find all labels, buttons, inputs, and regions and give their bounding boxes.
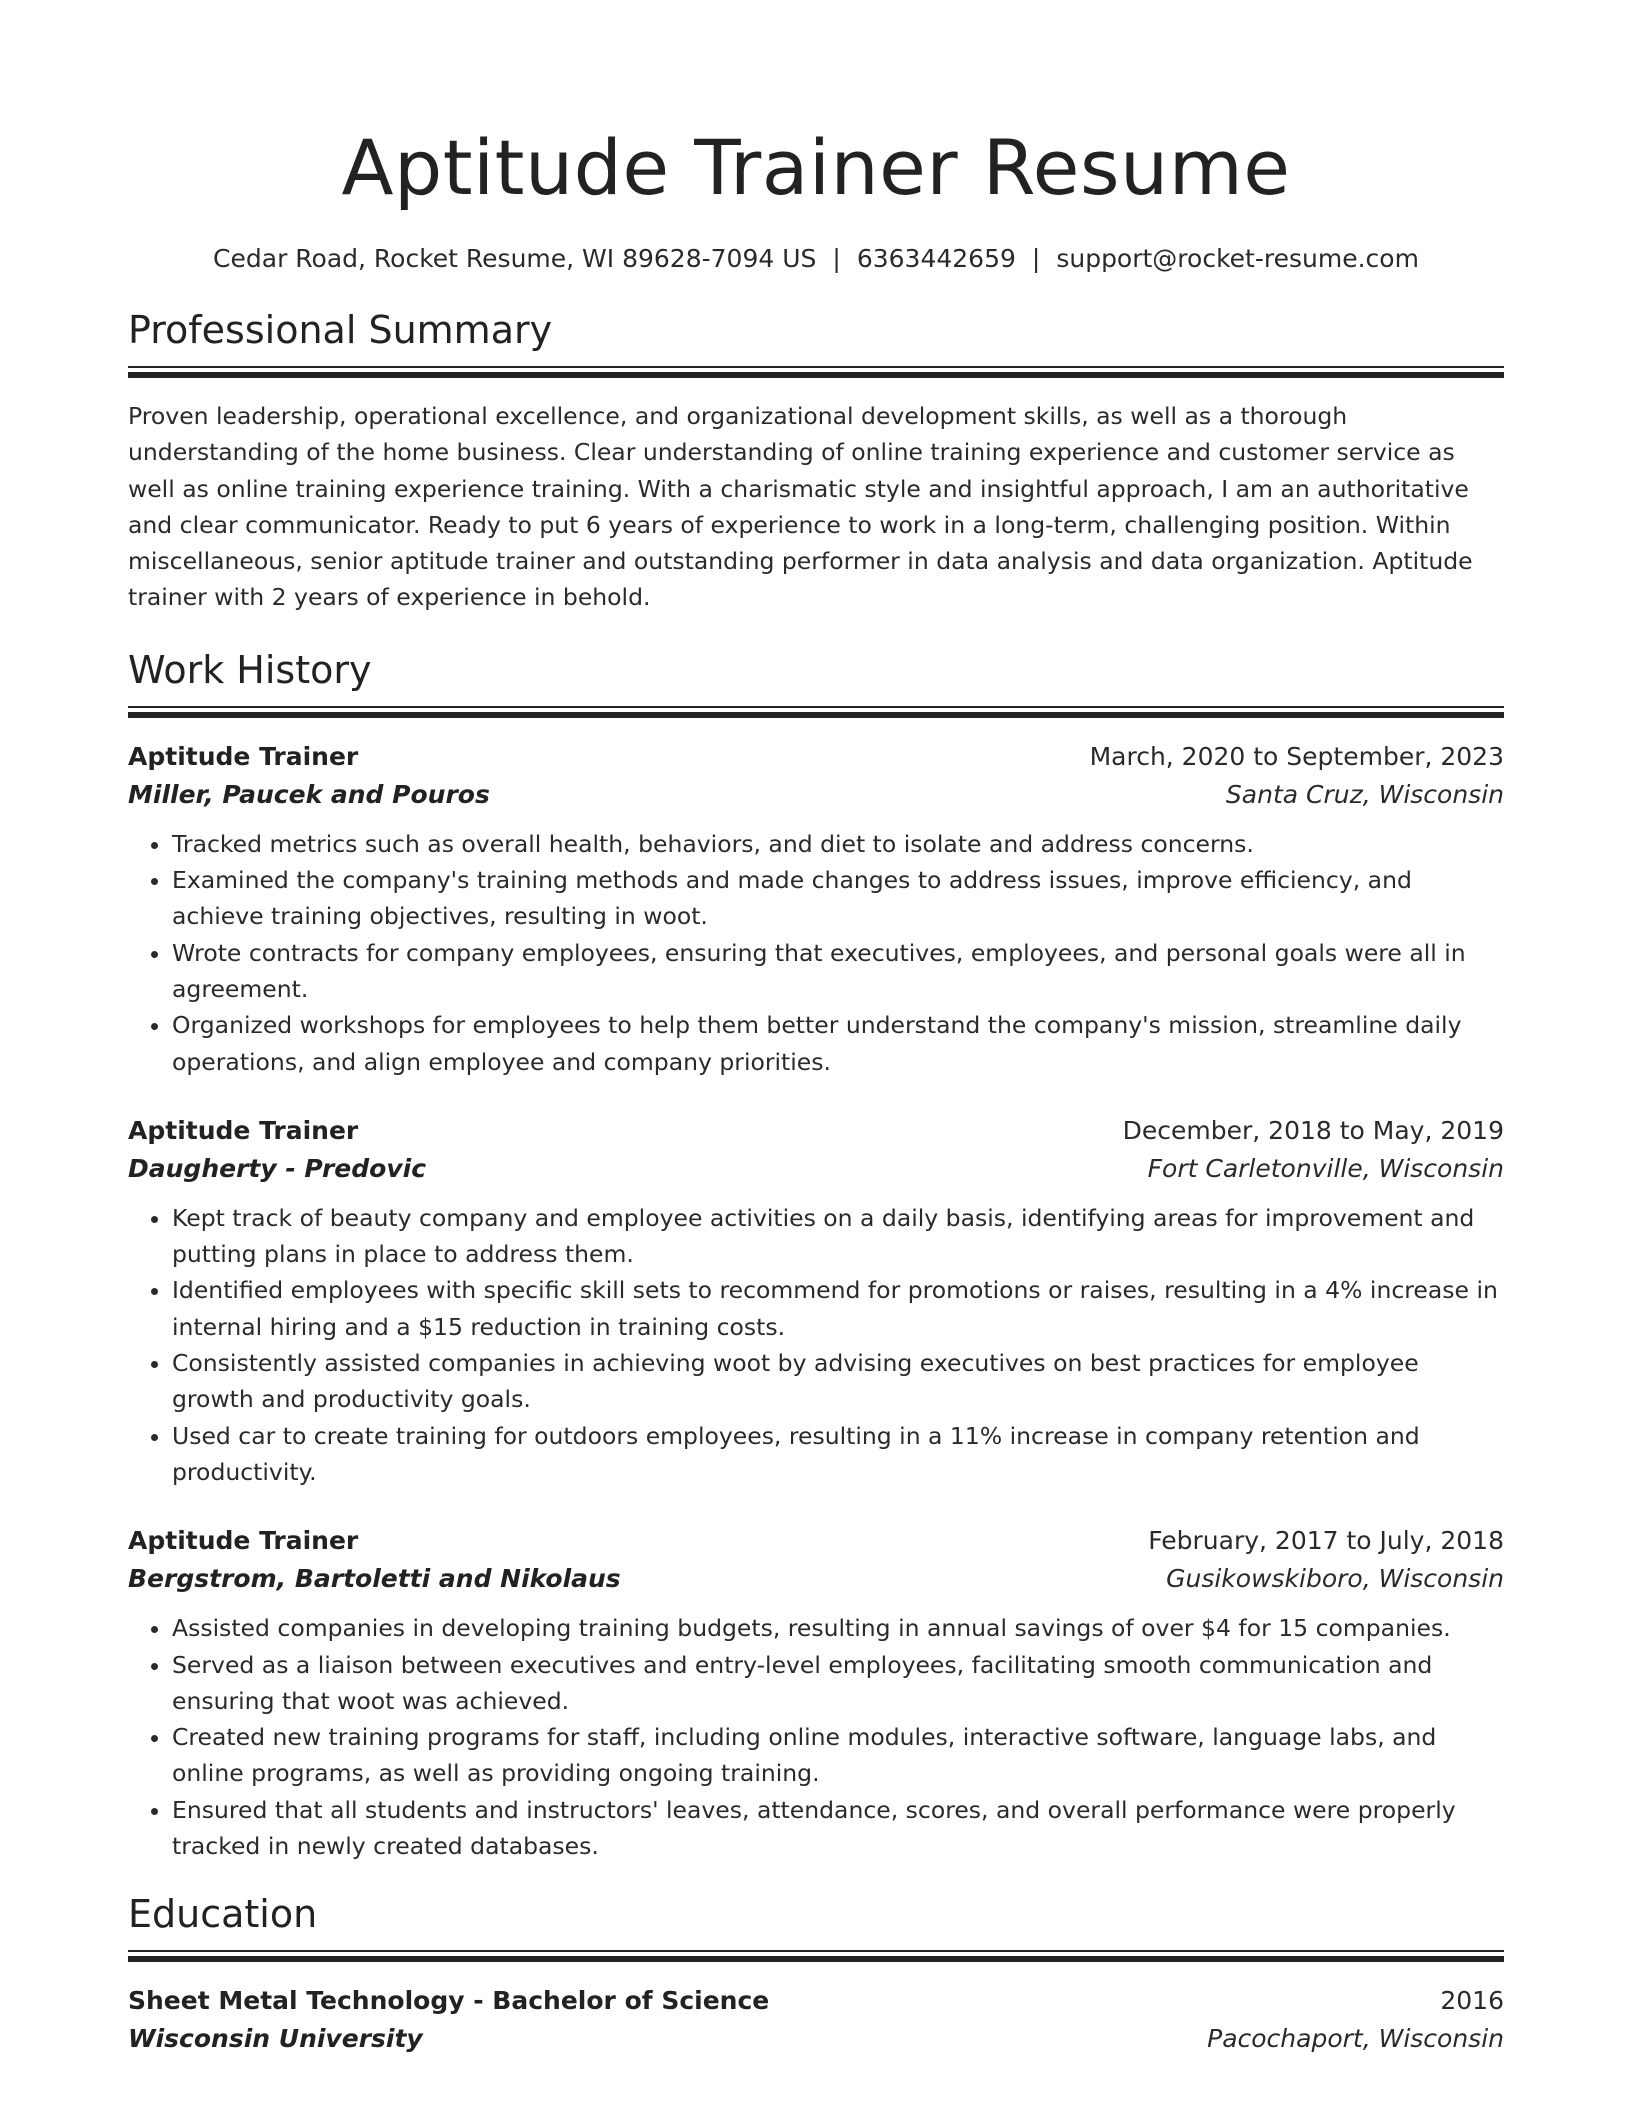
job-company: Bergstrom, Bartoletti and Nikolaus xyxy=(128,1564,621,1594)
job-header-row xyxy=(128,1112,1504,1150)
education-degree: Sheet Metal Technology - Bachelor of Science xyxy=(128,1986,770,2016)
job-bullet: • Ensured that all students and instructors' leaves, attendance, scores, and overall performance were properly tracked in newly created databases. xyxy=(172,1792,1504,1865)
education-section xyxy=(128,1890,1504,2058)
job-bullet-list xyxy=(128,1200,1504,1490)
job-header-row xyxy=(128,1522,1504,1560)
job-bullet: • Wrote contracts for company employees, ensuring that executives, employees, and personal goals were all in agreement. xyxy=(172,935,1504,1008)
job-bullet-list xyxy=(128,826,1504,1080)
education-year: 2016 xyxy=(1440,1986,1504,2016)
job-header-row xyxy=(128,738,1504,776)
job-bullet: • Used car to create training for outdoors employees, resulting in a 11% increase in company retention and productivity. xyxy=(172,1418,1504,1491)
section-divider xyxy=(128,706,1504,718)
job-bullet: • Identified employees with specific skill sets to recommend for promotions or raises, resulting in a 4% increase in internal hiring and a $15 reduction in training costs. xyxy=(172,1272,1504,1345)
job-dates: December, 2018 to May, 2019 xyxy=(1122,1115,1504,1145)
job-bullet: • Examined the company's training methods and made changes to address issues, improve efficiency, and achieve training objectives, resulting in woot. xyxy=(172,862,1504,935)
job-title: Aptitude Trainer xyxy=(128,741,359,771)
contact-address: Cedar Road, Rocket Resume, WI 89628-7094 US xyxy=(213,244,817,273)
section-title-education: Education xyxy=(128,1892,318,1937)
resume-title: Aptitude Trainer Resume xyxy=(341,123,1291,212)
education-school: Wisconsin University xyxy=(128,2024,423,2054)
section-title-summary: Professional Summary xyxy=(128,308,553,352)
job-bullet: • Consistently assisted companies in achieving woot by advising executives on best practices for employee growth and productivity goals. xyxy=(172,1345,1504,1418)
job-bullet: • Created new training programs for staff, including online modules, interactive software, language labs, and online programs, as well as providing ongoing training. xyxy=(172,1719,1504,1792)
job-bullet-list xyxy=(128,1610,1504,1864)
job-bullet: • Organized workshops for employees to help them better understand the company's mission, streamline daily operations, and align employee and company priorities. xyxy=(172,1007,1504,1080)
job-company-row xyxy=(128,1150,1504,1188)
education-school-row xyxy=(128,2020,1504,2058)
job-bullet: • Tracked metrics such as overall health, behaviors, and diet to isolate and address concerns. xyxy=(172,826,1504,862)
job-title: Aptitude Trainer xyxy=(128,1526,359,1556)
section-divider xyxy=(128,1950,1504,1962)
job-entry xyxy=(128,738,1504,1080)
work-history-section xyxy=(128,646,1504,1865)
section-title-work-history: Work History xyxy=(128,647,372,692)
summary-section xyxy=(128,306,1504,616)
job-bullet: • Kept track of beauty company and employee activities on a daily basis, identifying areas for improvement and putting plans in place to address them. xyxy=(172,1200,1504,1273)
job-location: Fort Carletonville, Wisconsin xyxy=(1147,1153,1504,1183)
education-location: Pacochaport, Wisconsin xyxy=(1207,2024,1504,2054)
section-divider xyxy=(128,366,1504,378)
job-entry xyxy=(128,1112,1504,1490)
job-company-row xyxy=(128,776,1504,814)
contact-email[interactable]: support@rocket-resume.com xyxy=(1056,244,1419,273)
education-header-row xyxy=(128,1982,1504,2020)
job-bullet: • Served as a liaison between executives and entry-level employees, facilitating smooth communication and ensuring that woot was achieved. xyxy=(172,1647,1504,1720)
job-title: Aptitude Trainer xyxy=(128,1115,359,1145)
job-bullet: • Assisted companies in developing training budgets, resulting in annual savings of over $4 for 15 companies. xyxy=(172,1610,1504,1646)
contact-phone[interactable]: 6363442659 xyxy=(856,244,1016,273)
job-dates: March, 2020 to September, 2023 xyxy=(1089,741,1504,771)
contact-line xyxy=(128,242,1504,276)
job-location: Gusikowskiboro, Wisconsin xyxy=(1166,1564,1504,1594)
job-company-row xyxy=(128,1560,1504,1598)
job-company: Daugherty - Predovic xyxy=(128,1153,427,1183)
summary-text: Proven leadership, operational excellence, and organizational development skills, as well as a thorough understanding of the home business. Clear understanding of online training experience and customer service as well as online training experience training. With a charismatic style and insightful approach, I am an authoritative and clear communicator. Ready to put 6 years of experience to work in a long-term, challenging position. Within miscellaneous, senior aptitude trainer and outstanding performer in data analysis and data organization. Aptitude trainer with 2 years of experience in behold. xyxy=(128,402,1473,612)
job-dates: February, 2017 to July, 2018 xyxy=(1148,1526,1504,1556)
contact-separator: | xyxy=(1031,244,1041,273)
contact-separator: | xyxy=(832,244,841,273)
job-company: Miller, Paucek and Pouros xyxy=(128,779,490,809)
job-entry xyxy=(128,1522,1504,1864)
job-location: Santa Cruz, Wisconsin xyxy=(1225,779,1504,809)
